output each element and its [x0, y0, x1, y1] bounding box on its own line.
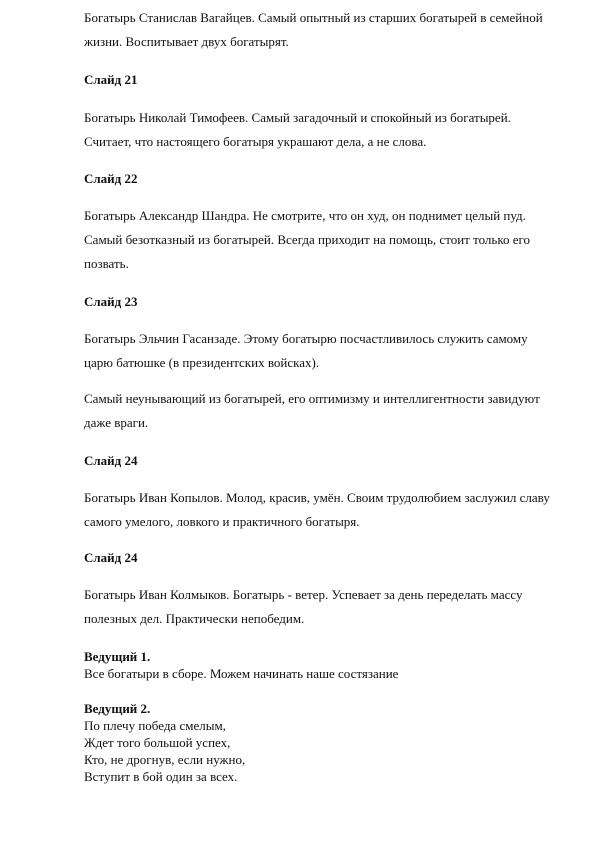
- slide-23-heading: Слайд 23: [84, 294, 138, 309]
- host-2-label: Ведущий 2.: [84, 701, 151, 716]
- slide-24-heading-2: Слайд 24: [84, 550, 138, 565]
- host-1-text: Все богатыри в сборе. Можем начинать наше состязание: [84, 666, 399, 681]
- poem-line: Ждет того большой успех,: [84, 735, 231, 750]
- paragraph-timofeev: Богатырь Николай Тимофеев. Самый загадочный и спокойный из богатырей. Считает, что настоящего богатыря украшают дела, а не слова.: [84, 110, 511, 149]
- paragraph-gasanzade-2: Самый неунывающий из богатырей, его оптимизму и интеллигентности завидуют даже враги.: [84, 391, 540, 430]
- poem-line: По плечу победа смелым,: [84, 718, 226, 733]
- paragraph-shandra: Богатырь Александр Шандра. Не смотрите, что он худ, он поднимет целый пуд. Самый безотказный из богатырей. Всегда приходит на помощь, стоит только его позвать.: [84, 208, 531, 271]
- host-1-label: Ведущий 1.: [84, 649, 151, 664]
- host-1-block: [84, 648, 554, 682]
- slide-24-heading: Слайд 24: [84, 453, 138, 468]
- paragraph-gasanzade: Богатырь Эльчин Гасанзаде. Этому богатырю посчастливилось служить самому царю батюшке (в президентских войсках).: [84, 331, 528, 370]
- host-2-block: [84, 700, 554, 785]
- paragraph-kopylov: Богатырь Иван Копылов. Молод, красив, умён. Своим трудолюбием заслужил славу самого умелого, ловкого и практичного богатыря.: [84, 490, 550, 529]
- paragraph-vagaytsev: Богатырь Станислав Вагайцев. Самый опытный из старших богатырей в семейной жизни. Воспитывает двух богатырят.: [84, 10, 543, 49]
- poem-line: Кто, не дрогнув, если нужно,: [84, 752, 246, 767]
- slide-22-heading: Слайд 22: [84, 171, 138, 186]
- slide-21-heading: Слайд 21: [84, 72, 138, 87]
- poem-line: Вступит в бой один за всех.: [84, 769, 238, 784]
- paragraph-kolmykov: Богатырь Иван Колмыков. Богатырь - ветер. Успевает за день переделать массу полезных дел. Практически непобедим.: [84, 587, 523, 626]
